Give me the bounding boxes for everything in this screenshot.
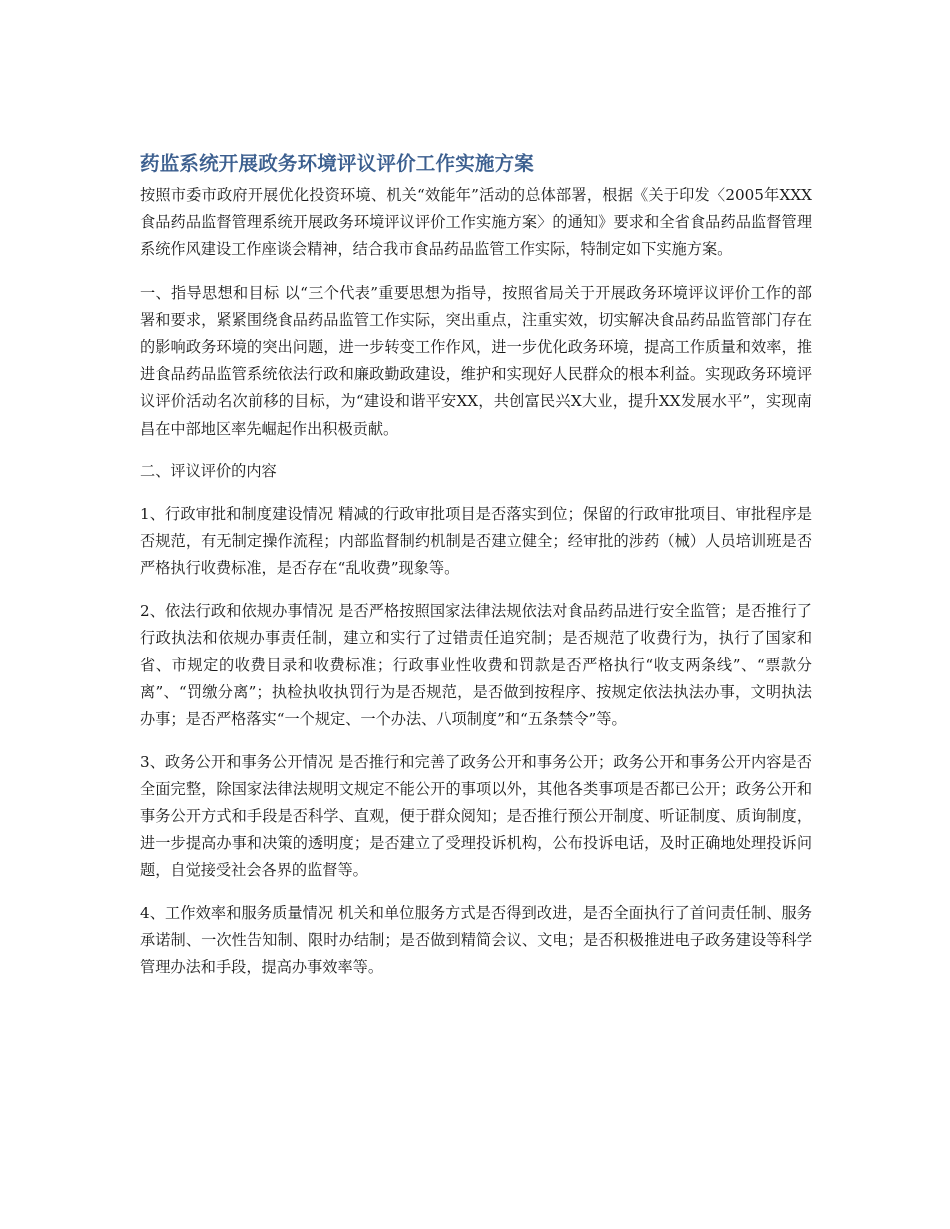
document-page [140, 150, 812, 996]
item-1-paragraph: 1、行政审批和制度建设情况 精减的行政审批项目是否落实到位；保留的行政审批项目、审批程序是否规范，有无制定操作流程；内部监督制约机制是否建立健全；经审批的涉药（械）人员培训班是否严格执行收费标准，是否存在“乱收费”现象等。 [140, 505, 812, 578]
section-2-heading: 二、评议评价的内容 [140, 461, 277, 480]
intro-paragraph: 按照市委市政府开展优化投资环境、机关“效能年”活动的总体部署，根据《关于印发〈2005年XXX食品药品监督管理系统开展政务环境评议评价工作实施方案〉的通知》要求和全省食品药品监督管理系统作风建设工作座谈会精神，结合我市食品药品监管工作实际，特制定如下实施方案。 [140, 186, 812, 259]
item-4-paragraph: 4、工作效率和服务质量情况 机关和单位服务方式是否得到改进，是否全面执行了首问责任制、服务承诺制、一次性告知制、限时办结制；是否做到精简会议、文电；是否积极推进电子政务建设等科学管理办法和手段，提高办事效率等。 [140, 903, 812, 977]
item-2-paragraph: 2、依法行政和依规办事情况 是否严格按照国家法律法规依法对食品药品进行安全监管；是否推行了行政执法和依规办事责任制，建立和实行了过错责任追究制；是否规范了收费行为，执行了国家和省、市规定的收费目录和收费标准；行政事业性收费和罚款是否严格执行“收支两条线”、“票款分离”、“罚缴分离”；执检执收执罚行为是否规范，是否做到按程序、按规定依法执法办事，文明执法办事；是否严格落实“一个规定、一个办法、八项制度”和“五条禁令”等。 [140, 601, 812, 729]
item-3-paragraph: 3、政务公开和事务公开情况 是否推行和完善了政务公开和事务公开；政务公开和事务公开内容是否全面完整，除国家法律法规明文规定不能公开的事项以外，其他各类事项是否都已公开；政务公开和事务公开方式和手段是否科学、直观，便于群众阅知；是否推行预公开制度、听证制度、质询制度，进一步提高办事和决策的透明度；是否建立了受理投诉机构，公布投诉电话，及时正确地处理投诉问题，自觉接受社会各界的监督等。 [140, 752, 812, 880]
section-1-paragraph: 一、指导思想和目标 以“三个代表”重要思想为指导，按照省局关于开展政务环境评议评价工作的部署和要求，紧紧围绕食品药品监管工作实际，突出重点，注重实效，切实解决食品药品监管部门存在的影响政务环境的突出问题，进一步转变工作作风，进一步优化政务环境，提高工作质量和效率，推进食品药品监管系统依法行政和廉政勤政建设，维护和实现好人民群众的根本利益。实现政务环境评议评价活动名次前移的目标，为“建设和谐平安XX，共创富民兴X大业，提升XX发展水平”，实现南昌在中部地区率先崛起作出积极贡献。 [140, 283, 812, 438]
document-title: 药监系统开展政务环境评议评价工作实施方案 [140, 152, 535, 175]
